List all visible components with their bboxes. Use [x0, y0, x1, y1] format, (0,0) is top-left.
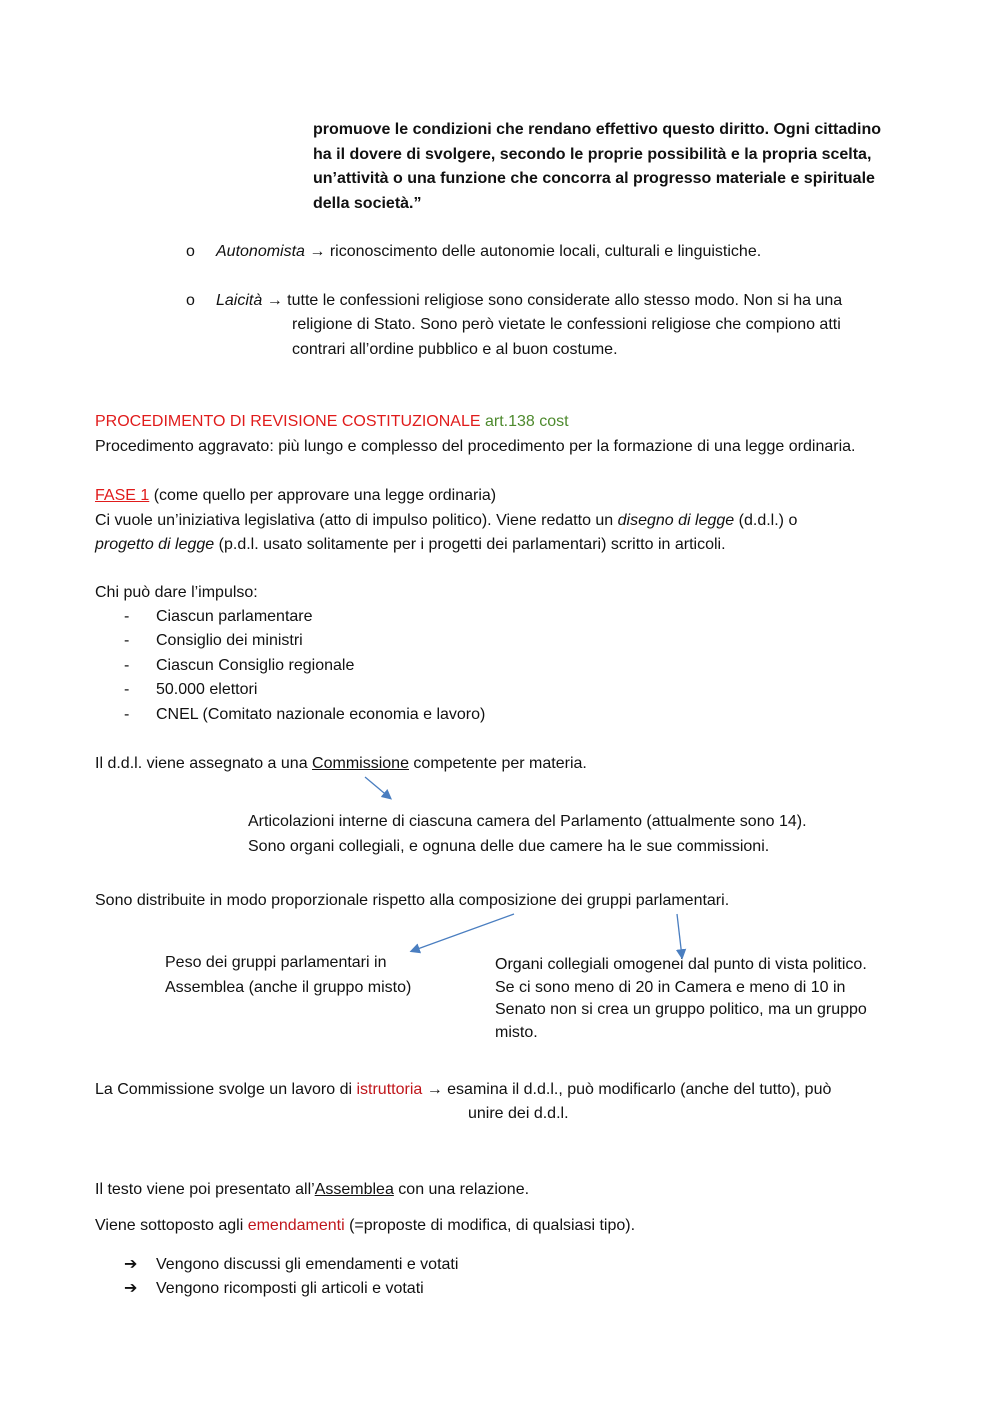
list-marker: - — [124, 656, 130, 674]
principle-text: tutte le confessioni religiose sono considerate allo stesso modo. Non si ha una — [282, 292, 843, 309]
section-title: PROCEDIMENTO DI REVISIONE COSTITUZIONALE — [95, 413, 481, 430]
list-marker: - — [124, 608, 130, 625]
list-item-label: Consiglio dei ministri — [156, 632, 303, 650]
list-item-label: Ciascun parlamentare — [156, 608, 313, 625]
note-line: Se ci sono meno di 20 in Camera e meno di 10 in — [495, 978, 846, 996]
list-item-label: CNEL (Comitato nazionale economia e lavoro) — [156, 705, 486, 723]
principle-text: riconoscimento delle autonomie locali, culturali e linguistiche. — [325, 243, 762, 260]
arrow-commission-icon — [365, 777, 390, 798]
step-label: Vengono discussi gli emendamenti e votati — [156, 1256, 459, 1273]
note-line: Assemblea (anche il gruppo misto) — [165, 978, 412, 996]
istruttoria-text: → esamina il d.d.l., può modificarlo (anche del tutto), può — [422, 1081, 832, 1098]
note-line: Senato non si crea un gruppo politico, ma un gruppo — [495, 1001, 867, 1018]
list-marker: - — [124, 681, 130, 699]
arrow-icon: → — [266, 292, 283, 309]
fase-text: (d.d.l.) o — [734, 511, 798, 529]
commission-term: Commissione — [312, 755, 409, 772]
term-ddl: disegno di legge — [617, 511, 735, 529]
assembly-text: Il testo viene poi presentato all’ — [95, 1181, 315, 1198]
principle-term: Laicità — [216, 292, 263, 309]
list-marker: - — [124, 705, 130, 723]
step-label: Vengono ricomposti gli articoli e votati — [156, 1280, 424, 1298]
list-item-label: Ciascun Consiglio regionale — [156, 656, 355, 674]
principle-term: Autonomista — [216, 243, 305, 260]
emendamenti-term: emendamenti — [247, 1217, 345, 1234]
impulse-heading: Chi può dare l’impulso: — [95, 584, 258, 601]
fase-text: (p.d.l. usato solitamente per i progetti dei parlamentari) scritto in articoli. — [214, 536, 726, 553]
principle-text: contrari all’ordine pubblico e al buon costume. — [292, 340, 618, 358]
section-desc: Procedimento aggravato: più lungo e complesso del procedimento per la formazione di una legge ordinaria. — [95, 437, 856, 455]
quote-line: della società.” — [313, 194, 422, 212]
arrow-right-note-icon — [677, 914, 682, 957]
arrow-bullet-icon: ➔ — [124, 1280, 138, 1298]
list-marker: o — [186, 292, 195, 309]
fase-label: FASE 1 — [95, 487, 150, 504]
definition-line: Articolazioni interne di ciascuna camera del Parlamento (attualmente sono 14). — [248, 813, 807, 830]
commission-text: competente per materia. — [408, 755, 587, 772]
list-marker: o — [186, 243, 195, 260]
list-marker: - — [124, 632, 130, 650]
section-ref: art.138 cost — [480, 413, 569, 430]
fase-note: (come quello per approvare una legge ordinaria) — [149, 487, 497, 504]
arrow-icon: → — [309, 243, 326, 260]
arrow-left-note-icon — [412, 914, 514, 951]
definition-line: Sono organi collegiali, e ognuna delle due camere ha le sue commissioni. — [248, 837, 770, 855]
distribution-text: Sono distribuite in modo proporzionale rispetto alla composizione dei gruppi parlamentari. — [95, 892, 730, 909]
quote-line: ha il dovere di svolgere, secondo le proprie possibilità e la propria scelta, — [313, 145, 872, 163]
quote-line: promuove le condizioni che rendano effettivo questo diritto. Ogni cittadino — [313, 121, 882, 138]
assembly-text: Viene sottoposto agli — [95, 1217, 248, 1234]
note-line: Peso dei gruppi parlamentari in — [165, 954, 387, 971]
istruttoria-cont: unire dei d.d.l. — [468, 1105, 569, 1122]
note-line: misto. — [495, 1023, 538, 1041]
term-pdl: progetto di legge — [95, 536, 215, 553]
istruttoria-term: istruttoria — [356, 1081, 423, 1098]
assembly-text: (=proposte di modifica, di qualsiasi tipo). — [344, 1217, 636, 1234]
quote-line: un’attività o una funzione che concorra al progresso materiale e spirituale — [313, 170, 875, 187]
commission-text: Il d.d.l. viene assegnato a una — [95, 755, 313, 772]
note-line: Organi collegiali omogenei dal punto di vista politico. — [495, 956, 867, 973]
principle-text: religione di Stato. Sono però vietate le confessioni religiose che compiono atti — [292, 316, 841, 333]
list-item-label: 50.000 elettori — [156, 681, 258, 699]
assembly-term: Assemblea — [314, 1181, 394, 1198]
assembly-text: con una relazione. — [393, 1181, 530, 1198]
fase-text: Ci vuole un’iniziativa legislativa (atto di impulso politico). Viene redatto un — [95, 511, 618, 529]
istruttoria-text: La Commissione svolge un lavoro di — [95, 1081, 357, 1098]
arrow-bullet-icon: ➔ — [124, 1256, 138, 1273]
